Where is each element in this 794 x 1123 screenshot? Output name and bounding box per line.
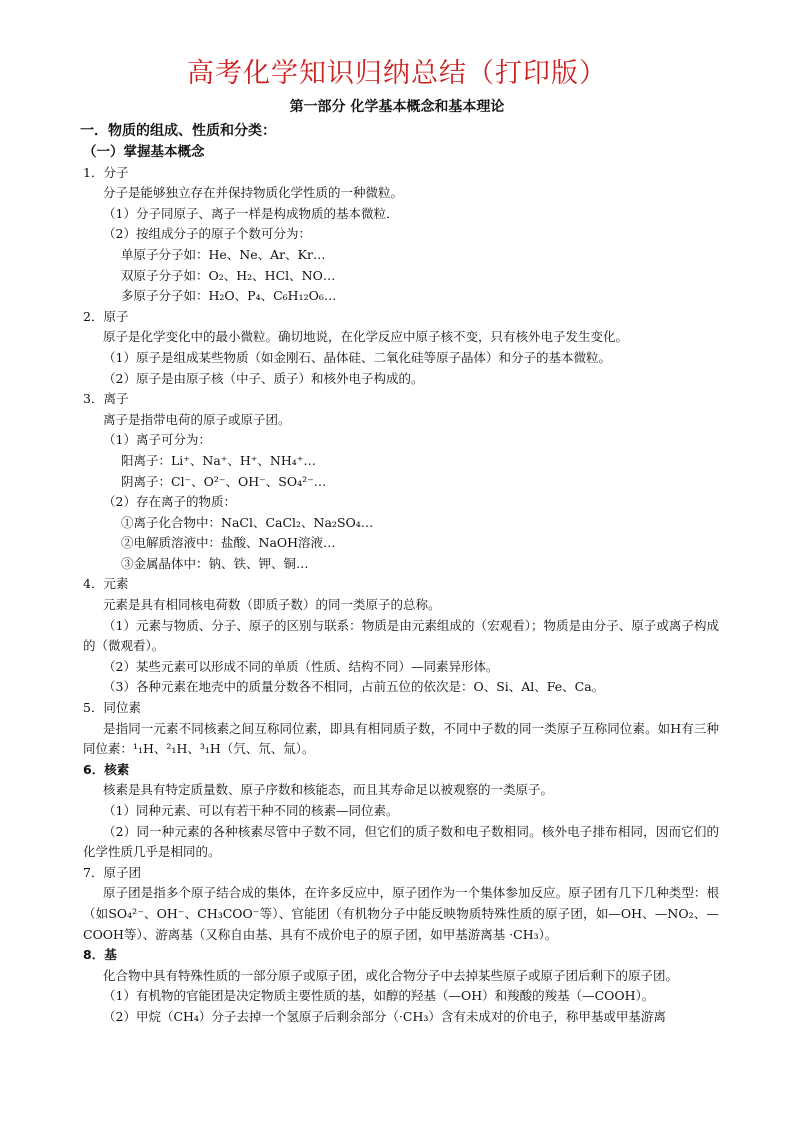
text-line: 是指同一元素不同核素之间互称同位素，即具有相同质子数，不同中子数的同一类原子互称同位素。如H有三种同位素：¹₁H、²₁H、³₁H（氕、氘、氚）。 <box>83 720 719 757</box>
document-body <box>80 121 719 1028</box>
text-line: 阴离子：Cl⁻、O²⁻、OH⁻、SO₄²⁻… <box>121 473 327 489</box>
text-line: 分子是能够独立存在并保持物质化学性质的一种微粒。 <box>103 185 404 201</box>
text-line: 3．离子 <box>83 391 129 407</box>
text-line: 单原子分子如：He、Ne、Ar、Kr… <box>121 246 326 262</box>
text-line: （一）掌握基本概念 <box>83 144 205 160</box>
text-line: 离子是指带电荷的原子或原子团。 <box>103 411 291 427</box>
text-line: 原子是化学变化中的最小微粒。确切地说，在化学反应中原子核不变，只有核外电子发生变化。 <box>103 329 629 345</box>
text-line: 2．原子 <box>83 308 129 324</box>
text-line: （2）甲烷（CH₄）分子去掉一个氢原子后剩余部分（·CH₃）含有未成对的价电子，称甲基或甲基游离 <box>103 1008 666 1024</box>
text-line: 4．元素 <box>83 576 129 592</box>
text-line: 8．基 <box>83 947 117 963</box>
text-line: （2）按组成分子的原子个数可分为： <box>103 226 311 242</box>
text-line: （2）原子是由原子核（中子、质子）和核外电子构成的。 <box>103 370 424 386</box>
text-line: ①离子化合物中：NaCl、CaCl₂、Na₂SO₄… <box>121 514 374 530</box>
text-line: （2）同一种元素的各种核素尽管中子数不同，但它们的质子数和电子数相同。核外电子排布相同，因而它们的化学性质几乎是相同的。 <box>83 823 719 860</box>
section-subtitle: 第一部分 化学基本概念和基本理论 <box>289 99 505 115</box>
text-line: 7．原子团 <box>83 864 141 880</box>
text-line: 核素是具有特定质量数、原子序数和核能态，而且其寿命足以被观察的一类原子。 <box>103 782 554 798</box>
text-line: （2）某些元素可以形成不同的单质（性质、结构不同）—同素异形体。 <box>103 658 499 674</box>
text-line: 阳离子：Li⁺、Na⁺、H⁺、NH₄⁺… <box>121 452 316 468</box>
text-line: 多原子分子如：H₂O、P₄、C₆H₁₂O₆… <box>121 288 337 304</box>
text-line: 化合物中具有特殊性质的一部分原子或原子团，或化合物分子中去掉某些原子或原子团后剩下的原子团。 <box>103 967 679 983</box>
text-line: 5．同位素 <box>83 700 141 716</box>
text-line: 1．分子 <box>83 164 129 180</box>
text-line: 双原子分子如：O₂、H₂、HCl、NO… <box>121 267 336 283</box>
text-line: 6．核素 <box>83 761 130 777</box>
text-line: （3）各种元素在地壳中的质量分数各不相同，占前五位的依次是：O、Si、Al、Fe、Ca。 <box>103 679 605 695</box>
text-line: 元素是具有相同核电荷数（即质子数）的同一类原子的总称。 <box>103 597 441 613</box>
text-line: （2）存在离子的物质： <box>103 494 236 510</box>
text-line: （1）分子同原子、离子一样是构成物质的基本微粒． <box>103 205 399 221</box>
text-line: 一．物质的组成、性质和分类： <box>80 123 276 139</box>
text-line: （1）元素与物质、分子、原子的区别与联系：物质是由元素组成的（宏观看）；物质是由分子、原子或离子构成的（微观看）。 <box>83 617 719 654</box>
text-line: 原子团是指多个原子结合成的集体，在许多反应中，原子团作为一个集体参加反应。原子团有几下几种类型：根（如SO₄²⁻、OH⁻、CH₃COO⁻等）、官能团（有机物分子中能反映物质特殊性质的原子团，如—OH、—NO₂、—COOH等）、游离基（又称自由基、具有不成价电子的原子团，如甲基游离基 ·CH₃）。 <box>83 885 719 942</box>
text-line: （1）离子可分为： <box>103 432 211 448</box>
text-line: （1）有机物的官能团是决定物质主要性质的基，如醇的羟基（—OH）和羧酸的羧基（—COOH）。 <box>103 988 655 1004</box>
document-title: 高考化学知识归纳总结（打印版） <box>187 58 607 89</box>
text-line: ②电解质溶液中：盐酸、NaOH溶液… <box>121 535 336 551</box>
text-line: （1）原子是组成某些物质（如金刚石、晶体硅、二氧化硅等原子晶体）和分子的基本微粒。 <box>103 349 611 365</box>
text-line: （1）同种元素、可以有若干种不同的核素—同位素。 <box>103 803 399 818</box>
text-line: ③金属晶体中：钠、铁、钾、铜… <box>121 555 309 571</box>
